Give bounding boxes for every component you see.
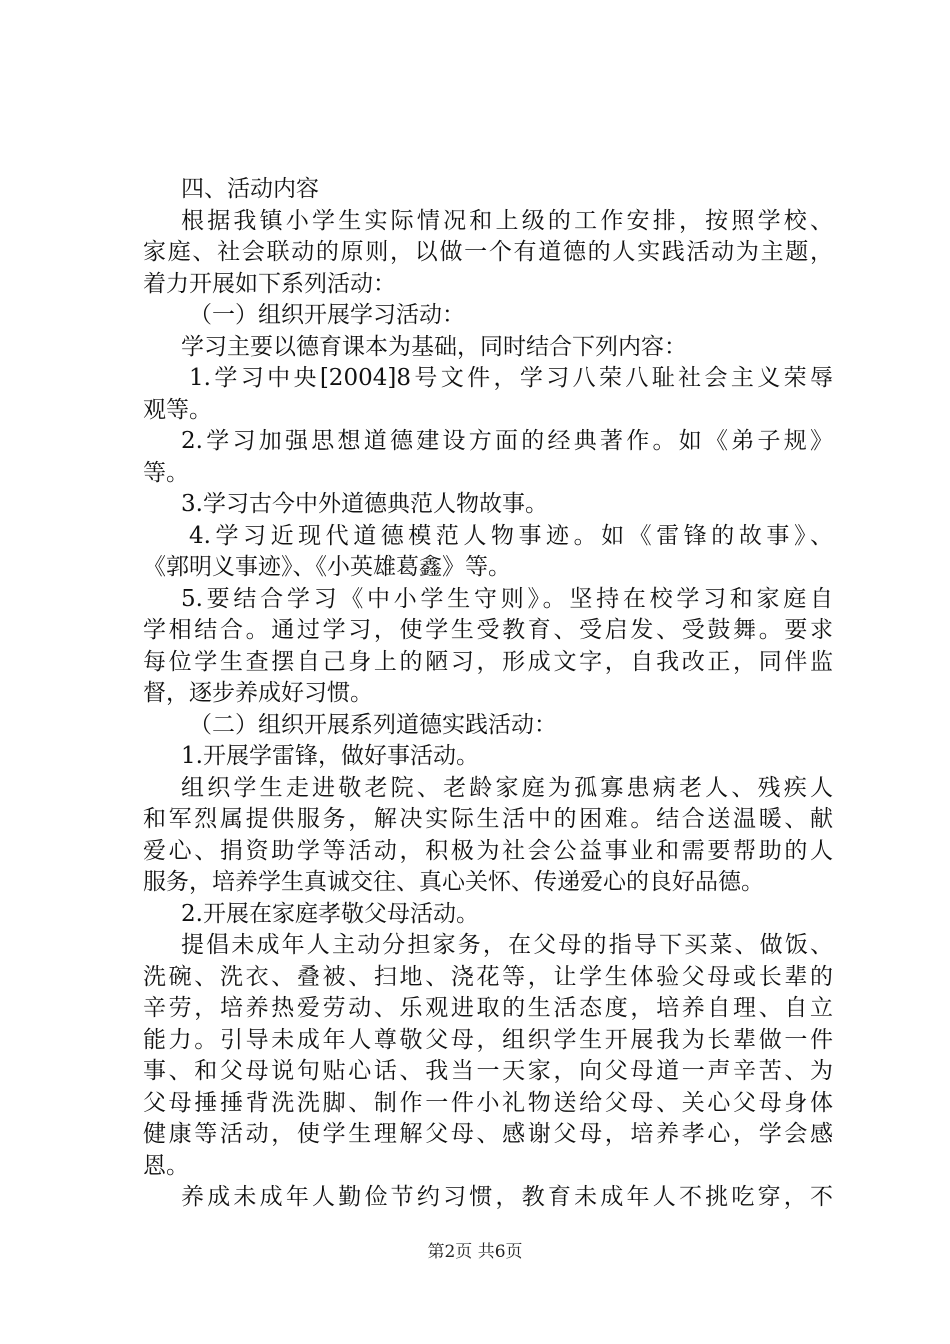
paragraph-line: 父母捶捶背洗洗脚、制作一件小礼物送给父母、关心父母身体	[143, 1089, 833, 1116]
subsection-heading: （二）组织开展系列道德实践活动：	[189, 711, 557, 738]
paragraph-line: 能力。引导未成年人尊敬父母，组织学生开展我为长辈做一件	[143, 1026, 833, 1053]
list-item-line: 5.要结合学习《中小学生守则》。坚持在校学习和家庭自	[181, 585, 833, 612]
page-footer	[0, 1240, 950, 1264]
list-item-line: 观等。	[143, 396, 212, 423]
list-item-line: 4.学习近现代道德模范人物事迹。如《雷锋的故事》、	[189, 522, 833, 549]
list-item-line: 2.开展在家庭孝敬父母活动。	[181, 900, 479, 927]
paragraph-line: 和军烈属提供服务，解决实际生活中的困难。结合送温暖、献	[143, 806, 833, 832]
paragraph-line: 家庭、社会联动的原则，以做一个有道德的人实践活动为主题，	[143, 239, 833, 265]
subsection-heading: （一）组织开展学习活动：	[189, 302, 465, 328]
paragraph-line: 养成未成年人勤俭节约习惯，教育未成年人不挑吃穿，不	[181, 1184, 833, 1210]
paragraph-line: 提倡未成年人主动分担家务，在父母的指导下买菜、做饭、	[181, 932, 833, 958]
list-item-line: 等。	[143, 459, 189, 486]
list-item-line: 1.开展学雷锋，做好事活动。	[181, 743, 479, 769]
body-text	[143, 174, 833, 1214]
paragraph-line: 恩。	[143, 1152, 189, 1179]
section-heading: 四、活动内容	[181, 176, 319, 202]
list-item-line: 学相结合。通过学习，使学生受教育、受启发、受鼓舞。要求	[143, 617, 833, 643]
paragraph-line: 组织学生走进敬老院、老龄家庭为孤寡患病老人、残疾人	[181, 774, 833, 801]
paragraph-line: 着力开展如下系列活动：	[143, 270, 396, 297]
paragraph-line: 服务，培养学生真诚交往、真心关怀、传递爱心的良好品德。	[143, 869, 764, 895]
list-item-line: 《郭明义事迹》、《小英雄葛鑫》等。	[143, 554, 511, 580]
paragraph-line: 学习主要以德育课本为基础，同时结合下列内容：	[181, 333, 687, 360]
paragraph-line: 辛劳，培养热爱劳动、乐观进取的生活态度，培养自理、自立	[143, 995, 833, 1021]
list-item-line: 2.学习加强思想道德建设方面的经典著作。如《弟子规》	[181, 428, 833, 454]
paragraph-line: 根据我镇小学生实际情况和上级的工作安排，按照学校、	[181, 207, 833, 234]
list-item-line: 1.学习中央[2004]8号文件，学习八荣八耻社会主义荣辱	[189, 365, 833, 391]
paragraph-line: 爱心、捐资助学等活动，积极为社会公益事业和需要帮助的人	[143, 837, 833, 864]
list-item-line: 督，逐步养成好习惯。	[143, 680, 373, 706]
list-item-line: 每位学生查摆自己身上的陋习，形成文字，自我改正，同伴监	[143, 648, 833, 675]
list-item-line: 3.学习古今中外道德典范人物故事。	[181, 491, 548, 517]
page-number: 第2页 共6页	[427, 1242, 523, 1262]
paragraph-line: 洗碗、洗衣、叠被、扫地、浇花等，让学生体验父母或长辈的	[143, 963, 833, 990]
paragraph-line: 事、和父母说句贴心话、我当一天家，向父母道一声辛苦、为	[143, 1058, 833, 1084]
paragraph-line: 健康等活动，使学生理解父母、感谢父母，培养孝心，学会感	[143, 1121, 833, 1147]
